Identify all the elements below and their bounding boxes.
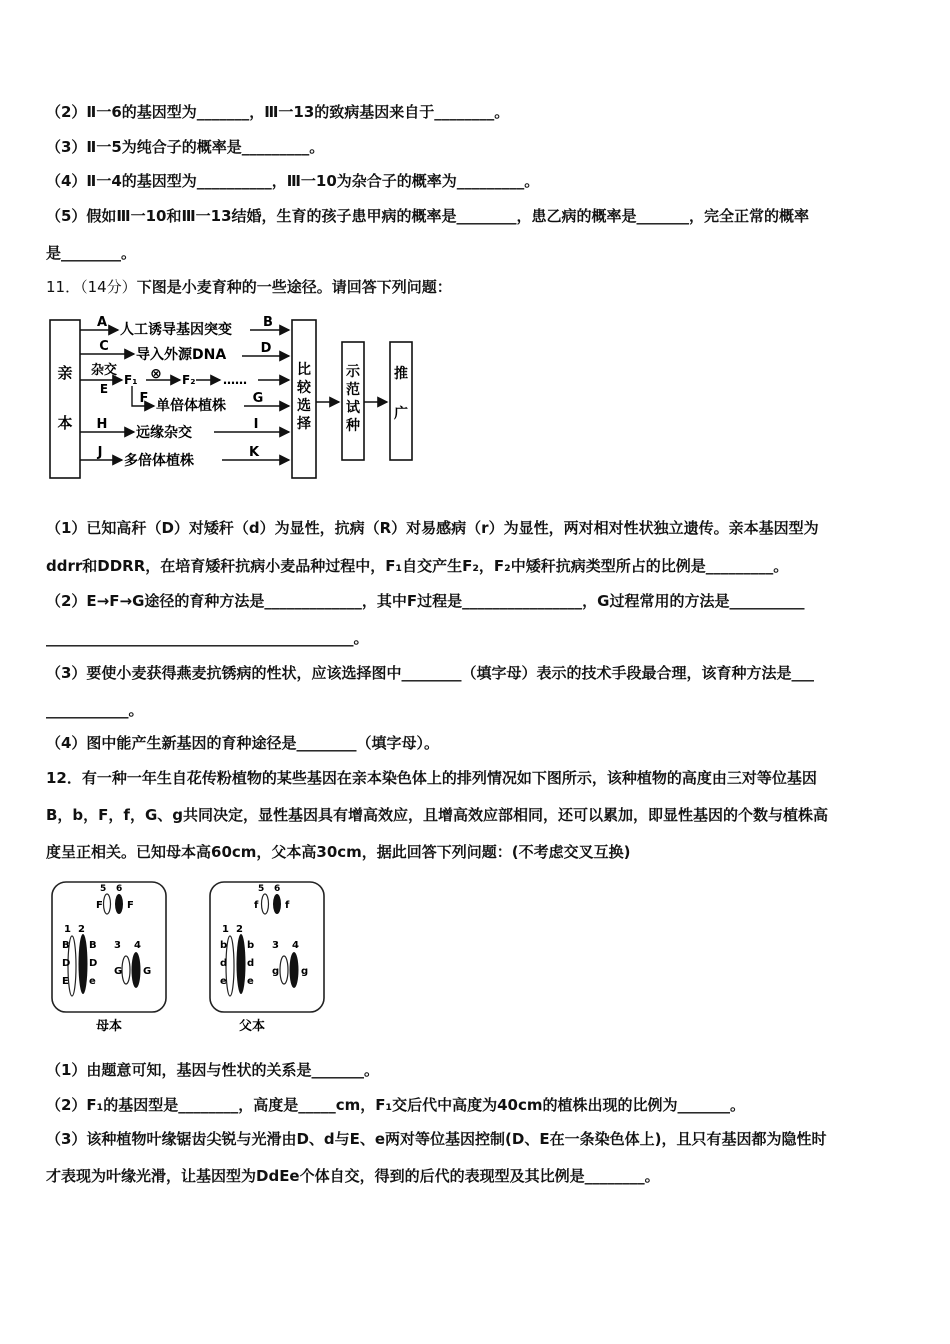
label-i: I xyxy=(253,417,259,432)
mother-gene-b2: B xyxy=(89,940,97,951)
q11-p3a: （3）要使小麦获得燕麦抗锈病的性状，应该选择图中________（填字母）表示的技术手段最合理，该育种方法是___ xyxy=(46,664,814,682)
box1-char-4: 择 xyxy=(297,416,311,432)
mother-gene-g2: G xyxy=(143,966,152,977)
q12-p0a: 12．有一种一年生自花传粉植物的某些基因在亲本染色体上的排列情况如下图所示，该种植物的高度由三对等位基因 xyxy=(46,769,817,787)
mother-gene-f2: F xyxy=(127,900,134,911)
father-gene-d2: d xyxy=(247,958,255,969)
mother-num-1: 1 xyxy=(64,924,71,935)
label-f2: F₂ xyxy=(182,373,196,387)
father-chrom-6 xyxy=(273,894,281,914)
breeding-pathway-diagram xyxy=(46,312,426,482)
q10-line-5a: （5）假如Ⅲ一10和Ⅲ一13结婚，生育的孩子患甲病的概率是________，患乙病的概率是_______，完全正常的概率 xyxy=(46,207,810,225)
promote-box xyxy=(390,342,412,460)
q11-p1b: ddrr和DDRR，在培育矮秆抗病小麦品种过程中，F₁自交产生F₂，F₂中矮秆抗病类型所占的比例是_________。 xyxy=(46,557,789,575)
q11-p1a: （1）已知高秆（D）对矮秆（d）为显性，抗病（R）对易感病（r）为显性，两对相对性状独立遗传。亲本基因型为 xyxy=(46,519,819,537)
q10-line-3: （3）Ⅱ一5为纯合子的概率是_________。 xyxy=(46,138,325,156)
mother-gene-d2: D xyxy=(89,958,98,969)
label-f: F xyxy=(139,391,149,406)
mother-num-5: 5 xyxy=(100,884,107,894)
q11-p2b: _________________________________________。 xyxy=(46,629,369,647)
father-num-3: 3 xyxy=(272,940,279,951)
label-j: J xyxy=(97,445,103,460)
label-dots: …… xyxy=(223,373,247,387)
father-caption: 父本 xyxy=(238,1019,266,1034)
q12-p1: （1）由题意可知，基因与性状的关系是_______。 xyxy=(46,1061,379,1079)
box2-char-3: 试 xyxy=(346,400,360,416)
mother-gene-e2: e xyxy=(89,976,96,987)
father-num-2: 2 xyxy=(236,924,243,935)
label-foreign-dna: 导入外源DNA xyxy=(136,347,227,363)
mother-gene-f1: F xyxy=(96,900,103,911)
label-b: B xyxy=(263,315,273,330)
q12-p0c: 度呈正相关。已知母本高60cm，父本高30cm，据此回答下列问题：(不考虑交叉互换) xyxy=(46,843,631,861)
father-gene-f2: f xyxy=(285,900,290,911)
label-polyploid: 多倍体植株 xyxy=(124,453,194,469)
q12-p3b: 才表现为叶缘光滑，让基因型为DdEe个体自交，得到的后代的表现型及其比例是________。 xyxy=(46,1167,660,1185)
father-gene-g2: g xyxy=(301,966,309,977)
box1-char-1: 比 xyxy=(297,362,311,378)
mother-caption: 母本 xyxy=(95,1019,123,1034)
mother-chrom-3 xyxy=(122,956,130,984)
mother-chromosomes xyxy=(50,878,172,1034)
label-e: E xyxy=(99,382,109,396)
mother-num-6: 6 xyxy=(116,884,123,894)
mother-gene-d1: D xyxy=(62,958,71,969)
label-cross: 杂交 xyxy=(90,363,118,378)
q11-number: 11．（14分） xyxy=(46,278,137,296)
mother-num-2: 2 xyxy=(78,924,85,935)
parent-box xyxy=(50,320,80,478)
label-k: K xyxy=(248,445,260,460)
box2-char-4: 种 xyxy=(346,418,360,434)
q12-p0b: B，b，F，f，G、g共同决定，显性基因具有增高效应，且增高效应部相同，还可以累加，即显性基因的个数与植株高 xyxy=(46,806,828,824)
label-distant-cross: 远缘杂交 xyxy=(136,425,192,441)
label-g: G xyxy=(252,391,264,406)
q12-p3a: （3）该种植物叶缘锯齿尖锐与光滑由D、d与E、e两对等位基因控制(D、E在一条染色体上)，且只有基因都为隐性时 xyxy=(46,1130,827,1148)
label-mutation: 人工诱导基因突变 xyxy=(120,322,232,338)
father-chrom-1 xyxy=(226,936,234,996)
box1-char-2: 较 xyxy=(297,380,311,396)
father-gene-d1: d xyxy=(220,958,228,969)
mother-gene-b1: B xyxy=(62,940,70,951)
father-chrom-5 xyxy=(262,894,269,914)
mother-chrom-2 xyxy=(79,934,88,994)
mother-num-4: 4 xyxy=(134,940,141,951)
father-gene-b2: b xyxy=(247,940,255,951)
father-gene-e2: e xyxy=(247,976,254,987)
father-chrom-4 xyxy=(290,952,299,988)
father-num-4: 4 xyxy=(292,940,299,951)
mother-gene-g1: G xyxy=(114,966,123,977)
mother-num-3: 3 xyxy=(114,940,121,951)
mother-chrom-4 xyxy=(132,952,141,988)
box3-char-2: 广 xyxy=(394,406,408,422)
q11-p3b: ___________。 xyxy=(46,701,144,719)
box1-char-3: 选 xyxy=(297,398,311,414)
q11-p2a: （2）E→F→G途径的育种方法是_____________，其中F过程是________________，G过程常用的方法是__________ xyxy=(46,592,805,610)
q10-line-5b: 是________。 xyxy=(46,244,137,262)
label-c: C xyxy=(99,339,109,354)
mother-gene-e1: E xyxy=(62,976,69,987)
box3-char-1: 推 xyxy=(394,366,408,382)
father-num-1: 1 xyxy=(222,924,229,935)
parent-char-1: 亲 xyxy=(57,364,73,382)
father-gene-f1: f xyxy=(254,900,259,911)
parent-char-2: 本 xyxy=(57,414,73,432)
q11-title: 下图是小麦育种的一些途径。请回答下列问题： xyxy=(136,278,452,296)
q11-header xyxy=(46,277,452,297)
father-chrom-3 xyxy=(280,956,288,984)
father-chrom-2 xyxy=(237,934,246,994)
mother-chrom-6 xyxy=(115,894,123,914)
selfing-symbol: ⊗ xyxy=(150,366,162,382)
father-gene-b1: b xyxy=(220,940,228,951)
label-a: A xyxy=(96,315,108,330)
father-num-5: 5 xyxy=(258,884,265,894)
label-f1: F₁ xyxy=(124,373,138,387)
father-chromosomes xyxy=(208,878,330,1034)
q11-p4: （4）图中能产生新基因的育种途径是________（填字母）。 xyxy=(46,734,439,752)
father-num-6: 6 xyxy=(274,884,281,894)
father-gene-e1: e xyxy=(220,976,227,987)
box2-char-2: 范 xyxy=(346,382,360,398)
label-d: D xyxy=(260,341,272,356)
box2-char-1: 示 xyxy=(346,364,360,380)
q10-line-2: （2）Ⅱ一6的基因型为_______，Ⅲ一13的致病基因来自于________。 xyxy=(46,103,510,121)
q12-p2: （2）F₁的基因型是________，高度是_____cm，F₁交后代中高度为40cm的植株出现的比例为_______。 xyxy=(46,1096,745,1114)
mother-chrom-5 xyxy=(104,894,111,914)
label-h: H xyxy=(96,417,108,432)
father-gene-g1: g xyxy=(272,966,280,977)
q10-line-4: （4）Ⅱ一4的基因型为__________，Ⅲ一10为杂合子的概率为_________。 xyxy=(46,172,540,190)
label-haploid: 单倍体植株 xyxy=(156,398,226,414)
